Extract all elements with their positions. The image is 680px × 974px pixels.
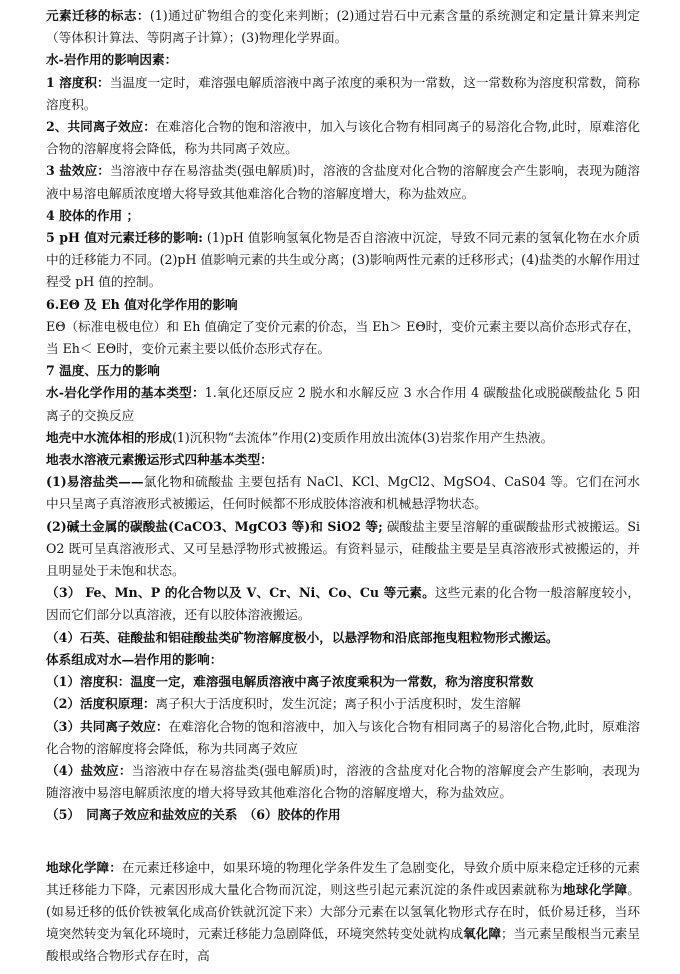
- paragraph-heading: 元素迁移的标志：: [46, 8, 150, 23]
- solubility-product-item: [46, 671, 640, 693]
- salt-effect-item: [46, 760, 640, 804]
- ph-effect-paragraph: [46, 227, 640, 294]
- reaction-types-paragraph: [46, 382, 640, 426]
- paragraph-text: 离子积大于活度积时，发生沉淀；离子积小于活度积时，发生溶解: [155, 696, 521, 712]
- section-heading: 体系组成对水—岩作用的影响：: [46, 651, 223, 667]
- soluble-salts-paragraph: [46, 471, 640, 515]
- transport-types-heading: [46, 449, 640, 471]
- common-ion-effect-paragraph: [46, 116, 640, 160]
- section-heading: 地表水溶液元素搬运形式四种基本类型：: [46, 452, 273, 468]
- eh-effect-paragraph: [46, 316, 640, 360]
- paragraph-text: 碳酸盐主要呈溶解的重碳酸盐形式被搬运。SiO2 既可呈真溶液形式、又可呈悬浮物形式被搬运。有资料显示，硅酸盐主要是呈真溶液形式被搬运的，并且明显处于未饱和状态。: [46, 518, 640, 579]
- paragraph-heading: （3）共同离子效应：: [46, 718, 169, 734]
- paragraph-heading: 2、共同离子效应：: [46, 119, 156, 135]
- paragraph-heading: （4）盐效应：: [46, 762, 132, 778]
- bold-term: 氧化障: [463, 926, 502, 942]
- paragraph-text: 当温度一定时，难溶强电解质溶液中离子浓度的乘积为一常数，这一常数称为溶度积常数，简称溶度积。: [46, 74, 641, 112]
- paragraph-heading: （2）活度积原理：: [46, 696, 156, 712]
- paragraph-text: 。(如易迁移的低价铁被氧化成高价铁就沉淀下来）大部分元素在以氢氧化物形式存在时，低价易迁移，当环境突然转变为氧化环境时，元素迁移能力急剧降低，环境突然转变处就构成: [46, 881, 641, 942]
- paragraph-text: 1.氧化还原反应 2 脱水和水解反应 3 水合作用 4 碳酸盐化或脱碳酸盐化 5 阳离子的交换反应: [46, 385, 641, 423]
- section-heading: 7 温度、压力的影响: [46, 363, 160, 379]
- solubility-product-paragraph: [46, 72, 640, 116]
- migration-indicators-paragraph: [46, 5, 640, 49]
- paragraph-heading: 地壳中水流体相的形成: [46, 429, 172, 445]
- temperature-pressure-heading: [46, 360, 640, 382]
- paragraph-heading: (2)碱土金属的碳酸盐(CaCO3、MgCO3 等)和 SiO2 等;: [46, 518, 383, 534]
- quartz-silicates-paragraph: [46, 627, 640, 649]
- paragraph-text: ；当元素呈酸根当元素呈酸根或络合物形式存在时，高: [46, 926, 641, 964]
- paragraph-text: 当溶液中存在易溶盐类(强电解质)时，溶液的含盐度对化合物的溶解度会产生影响，表现为随溶液中易溶电解质浓度增大将导致其他难溶化合物的溶解度增大，称为盐效应。: [46, 163, 640, 201]
- fluid-phase-paragraph: [46, 427, 640, 449]
- paragraph-heading: 水-岩化学作用的基本类型：: [46, 385, 205, 401]
- paragraph-text: (1)通过矿物组合的变化来判断；(2)通过岩石中元素含量的系统测定和定量计算来判定（等体积计算法、等阴离子计算）；(3)物理化学界面。: [46, 8, 640, 46]
- paragraph-text: 当溶液中存在易溶盐类(强电解质)时，溶液的含盐度对化合物的溶解度会产生影响，表现为随溶液中易溶电解质浓度的增大将导致其他难溶化合物的溶解度增大，称为盐效应。: [46, 762, 641, 801]
- section-heading: 6.EΘ 及 Eh 值对化学作用的影响: [46, 296, 238, 312]
- paragraph-text: 在元素迁移途中，如果环境的物理化学条件发生了急剧变化，导致介质中原来稳定迁移的元素其迁移能力下降，元素因形成大量化合物而沉淀，则这些引起元素沉淀的条件或因素就称为: [46, 859, 641, 897]
- relation-colloid-item: [46, 804, 640, 826]
- paragraph-text: (1)pH 值影响氢氧化物是否自溶液中沉淀，导致不同元素的氢氧化物在水介质中的迁移能力不同。(2)pH 值影响元素的共生或分离；(3)影响两性元素的迁移形式；(4)盐类的水解作用过程受 pH 值的控制。: [46, 230, 641, 290]
- paragraph-text: (1)沉积物“去流体”作用(2)变质作用放出流体(3)岩浆作用产生热液。: [171, 429, 554, 445]
- paragraph-heading: 地球化学障：: [46, 859, 122, 875]
- paragraph-heading: （5） 同离子效应和盐效应的关系 （6）胶体的作用: [46, 807, 341, 823]
- bold-term: 地球化学障: [562, 881, 628, 897]
- blank-line: [46, 827, 640, 857]
- paragraph-heading: 1 溶度积：: [46, 74, 110, 90]
- fe-mn-p-paragraph: [46, 582, 640, 626]
- geochemical-barrier-paragraph: [46, 857, 640, 968]
- system-composition-heading: [46, 649, 640, 671]
- eh-effect-heading: [46, 294, 640, 316]
- carbonates-paragraph: [46, 516, 640, 583]
- paragraph-heading: (1)易溶盐类——: [46, 474, 144, 490]
- section-heading: 水-岩作用的影响因素：: [46, 52, 178, 68]
- section-heading: 4 胶体的作用 ；: [46, 207, 140, 223]
- water-rock-factors-heading: [46, 49, 640, 71]
- paragraph-text: EΘ（标准电极电位）和 Eh 值确定了变价元素的价态，当 Eh＞ EΘ时，变价元素主要以高价态形式存在，当 Eh＜ EΘ时，变价元素主要以低价态形式存在。: [46, 318, 640, 357]
- paragraph-text: 这些元素的化合物一般溶解度较小，因而它们部分以真溶液，还有以胶体溶液搬运。: [46, 585, 640, 623]
- paragraph-text: 在难溶化合物的饱和溶液中，加入与该化合物有相同离子的易溶化合物,此时，原难溶化合物的溶解度将会降低，称为共同离子效应。: [46, 119, 640, 157]
- paragraph-text: 在难溶化合物的饱和溶液中，加入与该化合物有相同离子的易溶化合物,此时，原难溶化合物的溶解度将会降低，称为共同离子效应: [46, 718, 640, 756]
- paragraph-heading: 5 pH 值对元素迁移的影响:: [46, 230, 203, 246]
- salt-effect-paragraph: [46, 160, 640, 204]
- document-body: [46, 5, 640, 968]
- colloid-effect-heading: [46, 205, 640, 227]
- paragraph-heading: 3 盐效应：: [46, 163, 110, 179]
- paragraph-heading: （3） Fe、Mn、P 的化合物以及 V、Cr、Ni、Co、Cu 等元素。: [46, 585, 435, 601]
- paragraph-text: 氯化物和硫酸盐 主要包括有 NaCl、KCl、MgCl2、MgSO4、CaS04 等。它们在河水中只呈离子真溶液形式被搬运，任何时候都不形成胶体溶液和机械悬浮物状态。: [46, 474, 640, 512]
- paragraph-heading: （1）溶度积：温度一定，难溶强电解质溶液中离子浓度乘积为一常数，称为溶度积常数: [46, 674, 534, 690]
- paragraph-heading: （4）石英、硅酸盐和铝硅酸盐类矿物溶解度极小，以悬浮物和沿底部拖曳粗粒物形式搬运。: [46, 629, 559, 645]
- common-ion-item: [46, 716, 640, 760]
- activity-product-item: [46, 693, 640, 715]
